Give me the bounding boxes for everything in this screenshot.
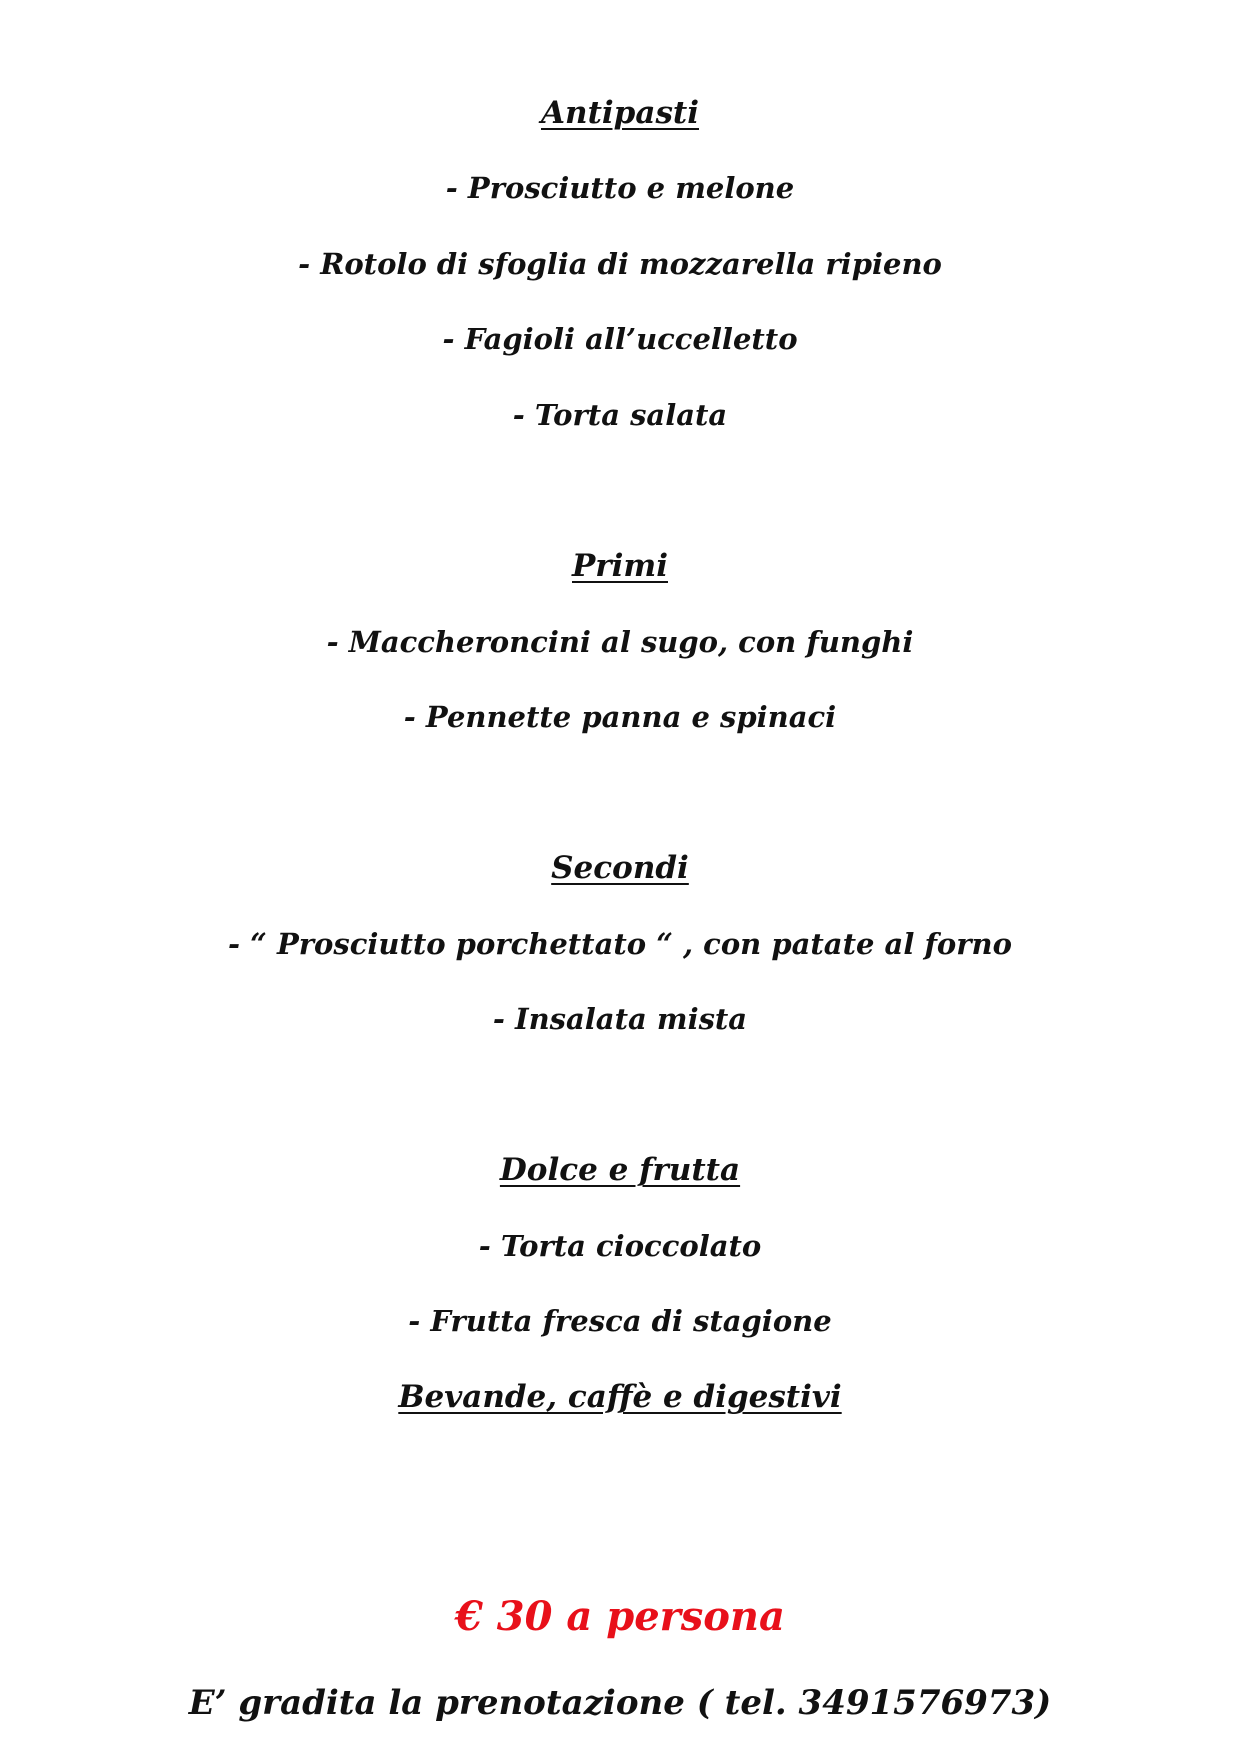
menu-item: - “ Prosciutto porchettato “ , con patate al forno bbox=[228, 927, 1012, 961]
price-per-person: € 30 a persona bbox=[455, 1593, 785, 1640]
menu-item: - Frutta fresca di stagione bbox=[408, 1304, 832, 1338]
drinks-heading: Bevande, caffè e digestivi bbox=[398, 1379, 842, 1415]
menu-item: - Torta cioccolato bbox=[478, 1229, 762, 1263]
section-title-dolce-e-frutta: Dolce e frutta bbox=[499, 1152, 741, 1188]
booking-note: E’ gradita la prenotazione ( tel. 3491576973) bbox=[188, 1683, 1052, 1723]
section-title-primi: Primi bbox=[572, 548, 668, 584]
menu-item: - Insalata mista bbox=[492, 1002, 748, 1036]
menu-item: - Maccheroncini al sugo, con funghi bbox=[326, 625, 914, 659]
menu-item: - Prosciutto e melone bbox=[445, 171, 795, 205]
menu-item: - Pennette panna e spinaci bbox=[403, 700, 837, 734]
menu-item: - Fagioli all’uccelletto bbox=[442, 322, 798, 356]
section-title-secondi: Secondi bbox=[551, 850, 689, 886]
section-title-antipasti: Antipasti bbox=[541, 95, 699, 131]
menu-item: - Rotolo di sfoglia di mozzarella ripieno bbox=[298, 247, 942, 281]
menu-item: - Torta salata bbox=[512, 398, 728, 432]
